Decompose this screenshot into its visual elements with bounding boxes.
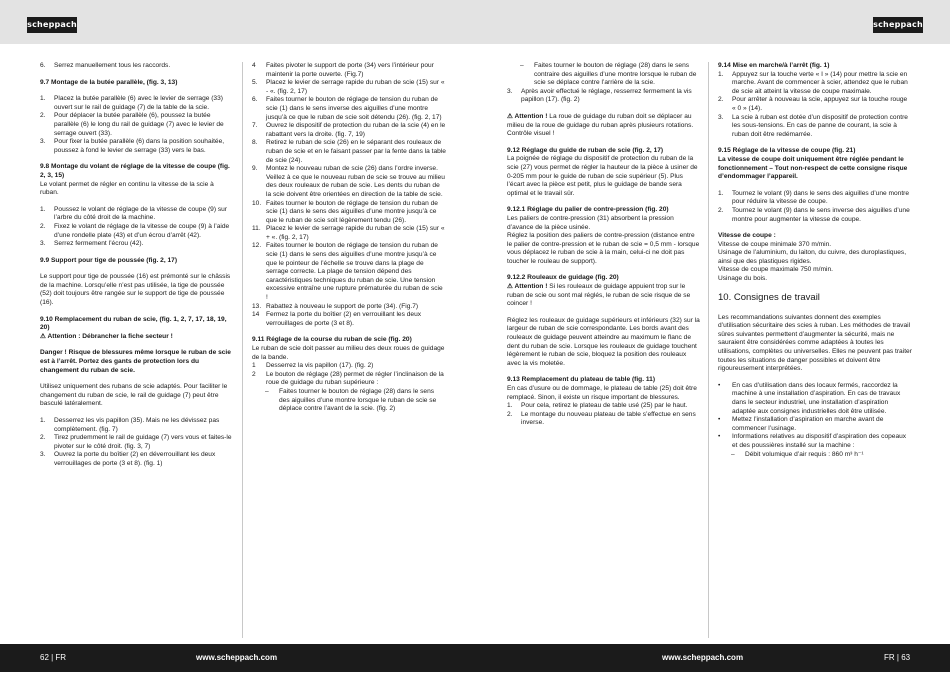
list-text: Pour arrêter à nouveau la scie, appuyez sur la touche rouge « 0 » (14). [732, 96, 908, 112]
list-item [252, 225, 446, 242]
header-bar [0, 0, 950, 44]
list-number: • [718, 433, 721, 441]
list-text: Pour cela, retirez le plateau de table usé (25) par le haut. [521, 402, 688, 410]
section-heading: Vitesse de coupe : [718, 232, 776, 240]
warning-body: La roue de guidage du ruban doit se déplacer au milieu de la roue de guidage du ruban après plusieurs rotations. Contrôle visuel ! [507, 112, 694, 138]
list-item [252, 200, 446, 226]
section-heading: 9.12 Réglage du guide de ruban de scie (fig. 2, 17) [507, 146, 664, 154]
list-number: 1. [507, 402, 513, 410]
column-4 [718, 62, 912, 467]
dash-bullet: – [265, 387, 269, 395]
list-text: Retirez le ruban de scie (26) en le séparant des rouleaux de ruban de scie et en le faisant passer par la fente dans la table de scie (24). [266, 139, 446, 164]
list-number: 6. [252, 96, 258, 104]
column-divider-right [708, 62, 709, 638]
list-item [40, 434, 234, 451]
warning-paragraph [507, 113, 701, 139]
page-number-left: 62 | FR [40, 653, 67, 662]
list-item [507, 88, 701, 105]
list-number: 2. [718, 206, 724, 214]
list-text: Poussez le volant de réglage de la vitesse de coupe (9) sur l’arbre du côté droit de la machine. [54, 205, 228, 222]
list-text: Faites tourner le bouton de réglage (28) dans le sens des aiguilles d’une montre lorsque le ruban de scie se déplace contre l’avant de la scie. (fig. 2) [279, 387, 437, 413]
list-item [718, 416, 912, 433]
list-text: Appuyez sur la touche verte « I » (14) pour mettre la scie en marche. Avant de commencer à scier, attendez que le ruban de scie ait atteint la vitesse de coupe maximale. [732, 70, 908, 95]
list-item [252, 139, 446, 165]
list-item [40, 240, 234, 249]
list-number: 3. [507, 87, 513, 95]
section-heading: 9.12.2 Rouleaux de guidage (fig. 20) [507, 274, 619, 282]
warning-label: ⚠ Attention ! [507, 283, 548, 291]
list-item [507, 411, 701, 428]
warning-text: Danger ! Risque de blessures même lorsque le ruban de scie est à l’arrêt. Portez des gants de protection lors du changement du ruban de scie. [40, 349, 231, 374]
section-heading: 9.8 Montage du volant de réglage de la vitesse de coupe (fig. 2, 3, 15) [40, 163, 230, 179]
list-number: 1. [718, 70, 724, 78]
paragraph: Le ruban de scie doit passer au milieu des deux roues de guidage de la bande. [252, 345, 445, 361]
paragraph: Les paliers de contre-pression (31) absorbent la pression d’avance de la pièce usinée. [507, 214, 674, 231]
list-text: Faites tourner le bouton de réglage de tension du ruban de scie (1) dans le sens des aiguilles d’une montre jusqu’à ce que le pointeur de l’échelle se trouve dans la plage de serrage correcte. La plage de tension dépend des caractéristiques techniques du ruban de scie. Une tension excessive entraîne une rupture prématurée du ruban de scie ! [266, 242, 443, 302]
list-item [252, 362, 446, 371]
footer-bar [0, 644, 950, 672]
list-number: 6. [40, 62, 46, 69]
list-text: Débit volumique d’air requis : 860 m³ h⁻¹ [745, 450, 864, 458]
scheppach-logo-left: scheppach [27, 17, 77, 33]
list-text: Placez le levier de serrage rapide du ruban de scie (15) sur « - «. (fig. 2, 17) [266, 79, 445, 95]
paragraph: Vitesse de coupe minimale 370 m/min. [718, 240, 832, 248]
list-item [718, 433, 912, 450]
list-number: 2 [252, 370, 256, 378]
list-item [252, 79, 446, 96]
list-text: Ouvrez la porte du boîtier (2) en déverrouillant les deux verrouillages de porte (3 et 8). (fig. 1) [54, 451, 216, 467]
list-item [40, 95, 234, 112]
list-text: Après avoir effectué le réglage, resserrez fermement la vis papillon (17). (fig. 2) [521, 87, 692, 104]
list-number: 1. [40, 205, 46, 213]
list-number: 12. [252, 242, 262, 250]
list-text: Placez la butée parallèle (6) avec le levier de serrage (33) ouvert sur le rail de guidage (7) de la table de la scie. [54, 95, 223, 111]
list-item [252, 174, 446, 200]
paragraph: Les recommandations suivantes donnent des exemples d’utilisation sécuritaire des scies à ruban. Les méthodes de travail sûres suivantes permettent d’augmenter la sécurité, mais ne sauraient être considérées comme adaptées à toutes les utilisations, complètes ou universelles. Elles ne peuvent pas traiter toutes les situations de danger possibles et doivent être rigoureusement interprétées. [718, 313, 912, 373]
list-number: 5. [252, 79, 258, 87]
list-number: 3. [40, 240, 46, 248]
section-heading: 9.7 Montage de la butée parallèle, (fig. 3, 13) [40, 78, 178, 86]
list-item [40, 206, 234, 223]
paragraph: Usinage du bois. [718, 275, 768, 283]
list-number: 13. [252, 302, 262, 310]
list-text: Fermez la porte du boîtier (2) en verrouillant les deux verrouillages de porte (3 et 8). [266, 311, 422, 327]
list-text: Le bouton de réglage (28) permet de régler l’inclinaison de la roue de guidage du ruban supérieure : [266, 370, 444, 387]
scheppach-logo-right: scheppach [873, 17, 923, 33]
list-number: 10. [252, 199, 262, 207]
list-text: Faites tourner le bouton de réglage de tension du ruban de scie (1) dans le sens des aiguilles d’une montre jusqu’à ce que le ruban de scie soit légèrement tendu (26). [266, 199, 438, 224]
list-number: 2. [507, 410, 513, 418]
list-item [252, 165, 446, 174]
list-number: 14 [252, 311, 260, 319]
list-number: 1. [40, 95, 46, 103]
column-2 [252, 62, 446, 422]
list-item [40, 62, 234, 71]
list-item [40, 223, 234, 240]
list-number: 7. [252, 122, 258, 130]
list-item [252, 303, 446, 312]
list-item [718, 96, 912, 113]
list-text: Faites tourner le bouton de réglage (28) dans le sens contraire des aiguilles d’une montre lorsque le ruban de scie se déplace contre l’arrière de la scie. [534, 62, 697, 87]
section-heading: 9.10 Remplacement du ruban de scie, (fig. 1, 2, 7, 17, 18, 19, 20) [40, 315, 227, 332]
list-number: 2. [40, 112, 46, 120]
column-divider-left [242, 62, 243, 638]
section-heading: 9.12.1 Réglage du palier de contre-pression (fig. 20) [507, 206, 669, 214]
list-number: 3. [40, 451, 46, 459]
paragraph: Réglez la position des paliers de contre-pression (distance entre le palier de contre-pression et le ruban de scie = 0,5 mm - lorsque vous déplacez le ruban de scie à la main, celui-ci ne doit pas toucher le rouleau de support). [507, 232, 700, 265]
warning-paragraph [507, 283, 701, 309]
list-text: Mettez l’installation d’aspiration en marche avant de commencer l’usinage. [732, 416, 884, 432]
section-heading: 9.9 Support pour tige de poussée (fig. 2, 17) [40, 256, 178, 264]
list-item [252, 62, 446, 79]
list-item [718, 114, 912, 140]
dash-bullet: – [520, 62, 524, 69]
list-text: Pour fixer la butée parallèle (6) dans la position souhaitée, poussez à fond le levier de serrage (33) vers le bas. [54, 138, 225, 154]
list-item [718, 190, 912, 207]
list-number: 1. [40, 417, 46, 424]
list-text: Desserrez les vis papillon (35). Mais ne les dévissez pas complètement. (fig. 7) [54, 417, 220, 433]
list-text: Tirez prudemment le rail de guidage (7) vers vous et faites-le pivoter sur le côté droit. (fig. 3, 7) [54, 434, 232, 450]
list-item [718, 71, 912, 97]
list-number: 9. [252, 165, 258, 173]
list-number: 1. [718, 189, 724, 197]
list-text: Veillez à ce que le nouveau ruban de scie se trouve au milieu des deux rouleaux de ruban de scie. Les dents du ruban de la scie doivent être orientées en direction de la table de scie. [266, 173, 445, 198]
list-text: Ouvrez le dispositif de protection du ruban de la scie (4) en le rabattant vers la droite. (fig. 7, 19) [266, 122, 446, 138]
section-heading: 9.14 Mise en marche/à l’arrêt (fig. 1) [718, 62, 830, 69]
list-number: • [718, 416, 721, 424]
chapter-heading: 10. Consignes de travail [718, 291, 820, 303]
list-text: Serrez manuellement tous les raccords. [54, 62, 171, 69]
list-text: Serrez fermement l’écrou (42). [54, 240, 144, 248]
list-number: 3. [40, 138, 46, 146]
paragraph: Le volant permet de régler en continu la vitesse de la scie à ruban. [40, 180, 214, 197]
sub-list-item [520, 62, 701, 88]
paragraph: En cas d’usure ou de dommage, le plateau de table (25) doit être remplacé. Sinon, il existe un risque important de blessures. [507, 385, 697, 401]
paragraph: Vitesse de coupe maximale 750 m/min. [718, 266, 833, 274]
list-text: La scie à ruban est dotée d’un dispositif de protection contre les sous-tensions. En cas de panne de courant, la scie à ruban doit être redémarrée. [732, 113, 908, 138]
list-text: Pour déplacer la butée parallèle (6), poussez la butée parallèle (6) le long du rail de guidage (7) avec le levier de serrage ouvert (33). [54, 112, 224, 137]
page-number-right: FR | 63 [884, 653, 911, 662]
sub-list-item [265, 388, 446, 414]
warning-text: La vitesse de coupe doit uniquement être réglée pendant le fonctionnement – Tout non-respect de cette consigne risque d’endommager l’appareil. [718, 155, 908, 181]
list-text: En cas d’utilisation dans des locaux fermés, raccordez la machine à une installation d’aspiration. En cas de travaux dans le secteur industriel, une installation d’aspiration adaptée aux consignes industrielles doit être utilisée. [732, 381, 901, 415]
list-number: 11. [252, 225, 261, 233]
section-heading: 9.13 Remplacement du plateau de table (fig. 11) [507, 376, 656, 384]
list-text: Faites tourner le bouton de réglage de tension du ruban de scie (1) dans le sens inverse des aiguilles d’une montre jusqu’à ce que le ruban de scie soit détendu (26). (fig. 2, 17) [266, 96, 442, 121]
list-text: Rabattez à nouveau le support de porte (34). (Fig.7) [266, 302, 419, 310]
list-text: Desserrez la vis papillon (17). (fig. 2) [266, 362, 374, 370]
warning-body: Si les rouleaux de guidage appuient trop sur le ruban de scie ou sont mal réglés, le ruban de scie risque de se coincer ! [507, 283, 691, 308]
website-link-left[interactable]: www.scheppach.com [196, 653, 278, 662]
list-text: Informations relatives au dispositif d’aspiration des copeaux et des poussières installé sur la machine : [732, 433, 907, 449]
list-item [40, 138, 234, 155]
warning-label: ⚠ Attention ! [507, 112, 548, 120]
list-text: Faites pivoter le support de porte (34) vers l’intérieur pour maintenir la porte ouverte. (Fig.7) [266, 62, 434, 78]
list-number [252, 174, 266, 200]
list-number: • [718, 381, 721, 389]
sub-list-item [731, 451, 912, 460]
list-item [718, 382, 912, 416]
list-item [252, 242, 446, 302]
list-item [252, 371, 446, 388]
list-text: Placez le levier de serrage rapide du ruban de scie (15) sur « + «. (fig. 2, 17) [266, 225, 445, 241]
section-heading: 9.11 Réglage de la course du ruban de scie (fig. 20) [252, 336, 412, 344]
paragraph: La poignée de réglage du dispositif de protection du ruban de la scie (27) vous permet de régler la hauteur de la pièce à usiner de 0-205 mm pour le guide de ruban de scie supérieur (5). Plus l’écart avec la pièce est petit, plus le guidage de bande sera optimal et le travail sûr. [507, 155, 698, 197]
list-number: 2. [718, 96, 724, 104]
list-text: Le montage du nouveau plateau de table s’effectue en sens inverse. [521, 410, 696, 427]
list-text: Tournez le volant (9) dans le sens inverse des aiguilles d’une montre pour augmenter la vitesse de coupe. [732, 206, 910, 223]
section-heading: 9.15 Réglage de la vitesse de coupe (fig. 21) [718, 147, 856, 155]
list-item [718, 207, 912, 224]
list-text: Montez le nouveau ruban de scie (26) dans l’ordre inverse. [266, 165, 438, 173]
list-item [252, 96, 446, 122]
list-text: Fixez le volant de réglage de la vitesse de coupe (9) à l’aide d’une rondelle plate (43) et d’un écrou d’arrêt (42). [54, 222, 230, 239]
list-item [40, 112, 234, 138]
list-text: Tournez le volant (9) dans le sens des aiguilles d’une montre pour réduire la vitesse de coupe. [732, 189, 910, 206]
column-1 [40, 62, 234, 477]
list-number: 2. [40, 434, 46, 442]
dash-bullet: – [731, 450, 735, 458]
list-item [40, 451, 234, 468]
paragraph: Le support pour tige de poussée (16) est prémonté sur le châssis de la machine. Lorsqu’elle n’est pas utilisée, la tige de poussée (52) doit toujours être rangée sur le support de tige de poussée (16). [40, 273, 231, 307]
list-number: 1 [252, 362, 256, 370]
website-link-right[interactable]: www.scheppach.com [662, 653, 744, 662]
list-item [40, 417, 234, 434]
list-number: 8. [252, 139, 258, 147]
paragraph: Usinage de l’aluminium, du laiton, du cuivre, des duroplastiques, ainsi que des plastiques rigides. [718, 249, 907, 265]
list-item [507, 402, 701, 411]
list-item [252, 311, 446, 328]
column-3 [507, 62, 701, 436]
paragraph: Utilisez uniquement des rubans de scie adaptés. Pour faciliter le changement du ruban de scie, le rail de guidage (7) peut être basculé latéralement. [40, 383, 228, 408]
list-item [252, 122, 446, 139]
paragraph: Réglez les rouleaux de guidage supérieurs et inférieurs (32) sur la largeur de ruban de scie correspondante. Les bords avant des rouleaux de guidage peuvent atteindre au maximum le flanc de dent du ruban de scie. Lorsque les rouleaux de guidage touchent légèrement le ruban de scie, bloquez la position des rouleaux avec la vis moletée. [507, 316, 700, 367]
warning-text: ⚠ Attention : Débrancher la fiche secteur ! [40, 332, 173, 340]
list-number: 2. [40, 222, 46, 230]
list-number: 4 [252, 62, 256, 69]
list-number: 3. [718, 113, 724, 121]
